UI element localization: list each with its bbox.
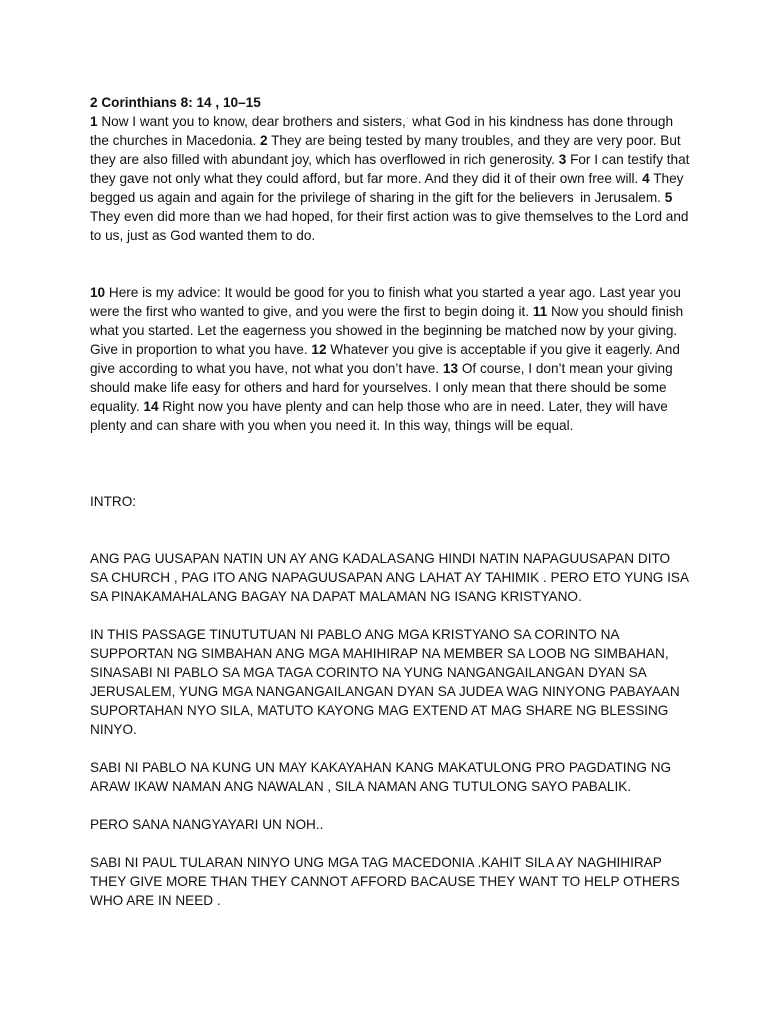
verse-text: in Jerusalem. <box>576 190 665 205</box>
verse-number: 10 <box>90 285 106 300</box>
verse-text: They are being tested by many troubles, and they are very poor. But they are also filled with abundant joy, which has overflowed in rich generosity. <box>90 133 681 167</box>
verse-text: Now you should finish what you started. Let the eagerness you showed in the beginning be matched now by your giving. Give in proportion to what you have. <box>90 304 684 357</box>
intro-paragraph: PERO SANA NANGYAYARI UN NOH.. <box>90 817 324 832</box>
verse-text: Whatever you give is acceptable if you give it eagerly. And give according to what you have, not what you don’t have. <box>90 342 680 376</box>
verse-number: 4 <box>642 171 650 186</box>
verse-text: Right now you have plenty and can help those who are in need. Later, they will have plenty and can share with you when you need it. In this way, things will be equal. <box>90 399 668 433</box>
footnote-marker[interactable]: · <box>405 113 409 123</box>
verse-text: For I can testify that they gave not only what they could afford, but far more. And they did it of their own free will. <box>90 152 690 186</box>
verse-number: 5 <box>664 190 673 205</box>
intro-paragraph: SABI NI PAUL TULARAN NINYO UNG MGA TAG MACEDONIA .KAHIT SILA AY NAGHIHIRAP THEY GIVE MORE THAN THEY CANNOT AFFORD BACAUSE THEY WANT TO HELP OTHERS WHO ARE IN NEED . <box>90 855 680 908</box>
intro-paragraph: IN THIS PASSAGE TINUTUTUAN NI PABLO ANG MGA KRISTYANO SA CORINTO NA SUPPORTAN NG SIMBAHAN ANG MGA MAHIHIRAP NA MEMBER SA LOOB NG SIMBAHAN, SINASABI NI PABLO SA MGA TAGA CORINTO NA YUNG NANGANGAILANGAN DYAN SA JERUSALEM, YUNG MGA NANGANGAILANGAN DYAN SA JUDEA WAG NINYONG PABAYAAN SUPORTAHAN NYO SILA, MATUTO KAYONG MAG EXTEND AT MAG SHARE NG BLESSING NINYO. <box>90 627 680 737</box>
document-body <box>90 93 690 910</box>
verse-number: 3 <box>558 152 567 167</box>
verse-text: Of course, I don’t mean your giving should make life easy for others and hard for yourselves. I only mean that there should be some equality. <box>90 361 673 414</box>
scripture-passage-2 <box>90 283 690 435</box>
verse-text: Here is my advice: It would be good for you to finish what you started a year ago. Last year you were the first who wanted to give, and you were the first to begin doing it. <box>90 285 681 319</box>
verse-number: 2 <box>260 133 268 148</box>
intro-paragraph: ANG PAG UUSAPAN NATIN UN AY ANG KADALASANG HINDI NATIN NAPAGUUSAPAN DITO SA CHURCH , PAG ITO ANG NAPAGUUSAPAN ANG LAHAT AY TAHIMIK . PERO ETO YUNG ISA SA PINAKAMAHALANG BAGAY NA DAPAT MALAMAN NG ISANG KRISTYANO. <box>90 551 689 604</box>
intro-paragraph: SABI NI PABLO NA KUNG UN MAY KAKAYAHAN KANG MAKATULONG PRO PAGDATING NG ARAW IKAW NAMAN ANG NAWALAN , SILA NAMAN ANG TUTULONG SAYO PABALIK. <box>90 760 672 794</box>
verse-text: They begged us again and again for the privilege of sharing in the gift for the believers <box>90 171 684 205</box>
verse-number: 13 <box>442 361 459 376</box>
verse-number: 12 <box>311 342 327 357</box>
verse-number: 14 <box>143 399 159 414</box>
scripture-passage-1 <box>90 112 690 245</box>
footnote-marker[interactable]: · <box>573 189 577 199</box>
scripture-reference-title: 2 Corinthians 8: 14 , 10–15 <box>90 95 261 110</box>
intro-label: INTRO: <box>90 494 137 509</box>
verse-text: what God in his kindness has done through the churches in Macedonia. <box>90 114 674 148</box>
verse-number: 11 <box>532 304 548 319</box>
verse-number: 1 <box>90 114 98 129</box>
verse-text: They even did more than we had hoped, for their first action was to give themselves to the Lord and to us, just as God wanted them to do. <box>90 209 689 243</box>
verse-text: Now I want you to know, dear brothers and sisters, <box>97 114 406 129</box>
